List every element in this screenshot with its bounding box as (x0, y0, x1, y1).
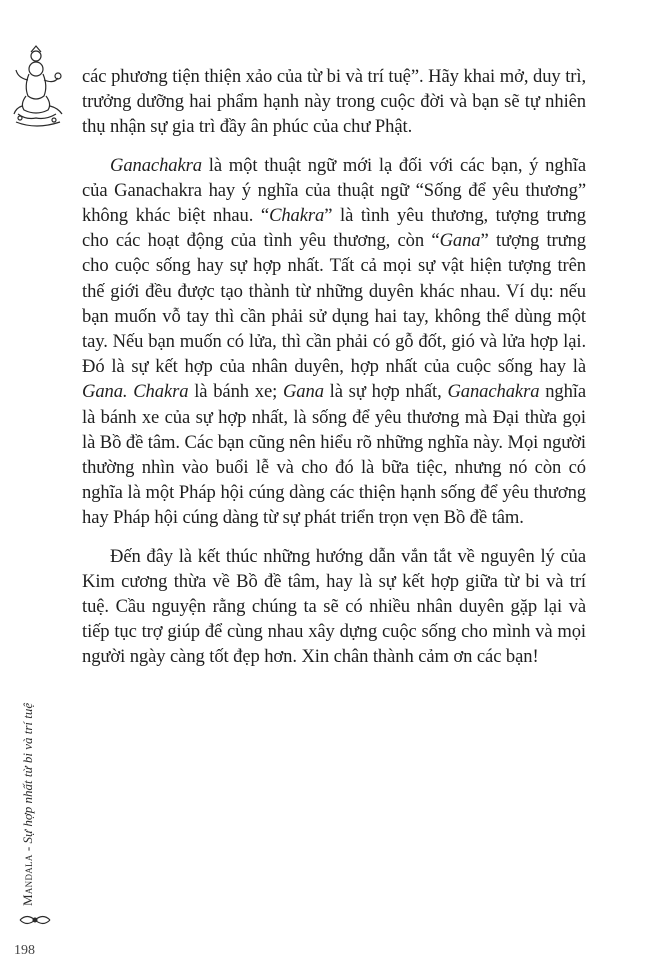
italic-term: Ganachakra (447, 381, 540, 403)
paragraph (82, 153, 586, 531)
text-run: ” là tình yêu thương, tượng trưng cho các hoạt động của tình yêu thương, còn “ (82, 205, 586, 252)
paragraph (82, 544, 586, 670)
text-run: là bánh xe; (188, 381, 283, 403)
text-run: là một thuật ngữ mới lạ đối với các bạn, ý nghĩa của Ganachakra hay ý nghĩa của thuật ngữ “Sống để yêu thương” không khác biệt nhau. “ (82, 154, 586, 227)
italic-term: Gana. Chakra (82, 381, 189, 403)
italic-term: Gana (282, 381, 324, 403)
title-separator: - (20, 843, 35, 855)
text-run: nghĩa là bánh xe của sự hợp nhất, là sống để yêu thương mà Đại thừa gọi là Bồ đề tâm. Các bạn cũng nên hiểu rõ những nghĩa này. Mọi người thường nhìn vào buổi lễ và cho đó là bữa tiệc, nhưng nó còn có nghĩa là một Pháp hội cúng dàng các thiện hạnh sống để yêu thương hay Pháp hội cúng dàng từ sự phát triển trọn vẹn Bồ đề tâm. (82, 381, 587, 529)
italic-term: Gana (439, 230, 481, 252)
paragraph (82, 64, 586, 140)
italic-term: Chakra (269, 205, 325, 227)
running-header (14, 640, 42, 920)
lotus-divider-icon (18, 913, 52, 927)
page-number: 198 (14, 943, 35, 958)
deity-ornament-icon (12, 44, 66, 130)
text-run: ” tượng trưng cho cuộc sống hay sự hợp nhất. Tất cả mọi sự vật hiện tượng trên thế giới đều được tạo thành từ những duyên khác nhau. Ví dụ: nếu bạn muốn vỗ tay thì cần phải sử dụng hai tay, không thể dùng một tay. Nếu bạn muốn có lửa, thì cần phải có gỗ đốt, gió và lửa hợp lại. Đó là sự kết hợp của nhân duyên, hợp nhất của cuộc sống hay là (82, 230, 586, 378)
italic-term: Ganachakra (110, 154, 202, 176)
text-run: là sự hợp nhất, (323, 381, 448, 403)
page-body (82, 64, 586, 670)
book-subtitle: Sự hợp nhất từ bi và trí tuệ (20, 702, 35, 844)
text-run: Đến đây là kết thúc những hướng dẫn vắn tắt về nguyên lý của Kim cương thừa về Bồ đề tâm, hay là sự kết hợp giữa từ bi và trí tuệ. Cầu nguyện rằng chúng ta sẽ có nhiều nhân duyên gặp lại và tiếp tục trợ giúp để cùng nhau xây dựng cuộc sống cho mình và mọi người ngày càng tốt đẹp hơn. Xin chân thành cảm ơn các bạn! (82, 545, 586, 668)
text-run: các phương tiện thiện xảo của từ bi và trí tuệ”. Hãy khai mở, duy trì, trưởng dưỡng hai phẩm hạnh này trong cuộc đời và bạn sẽ tự nhiên thụ nhận sự gia trì đầy ân phúc của chư Phật. (82, 66, 586, 138)
running-header-text (14, 640, 42, 906)
book-title: Mandala (20, 854, 35, 906)
